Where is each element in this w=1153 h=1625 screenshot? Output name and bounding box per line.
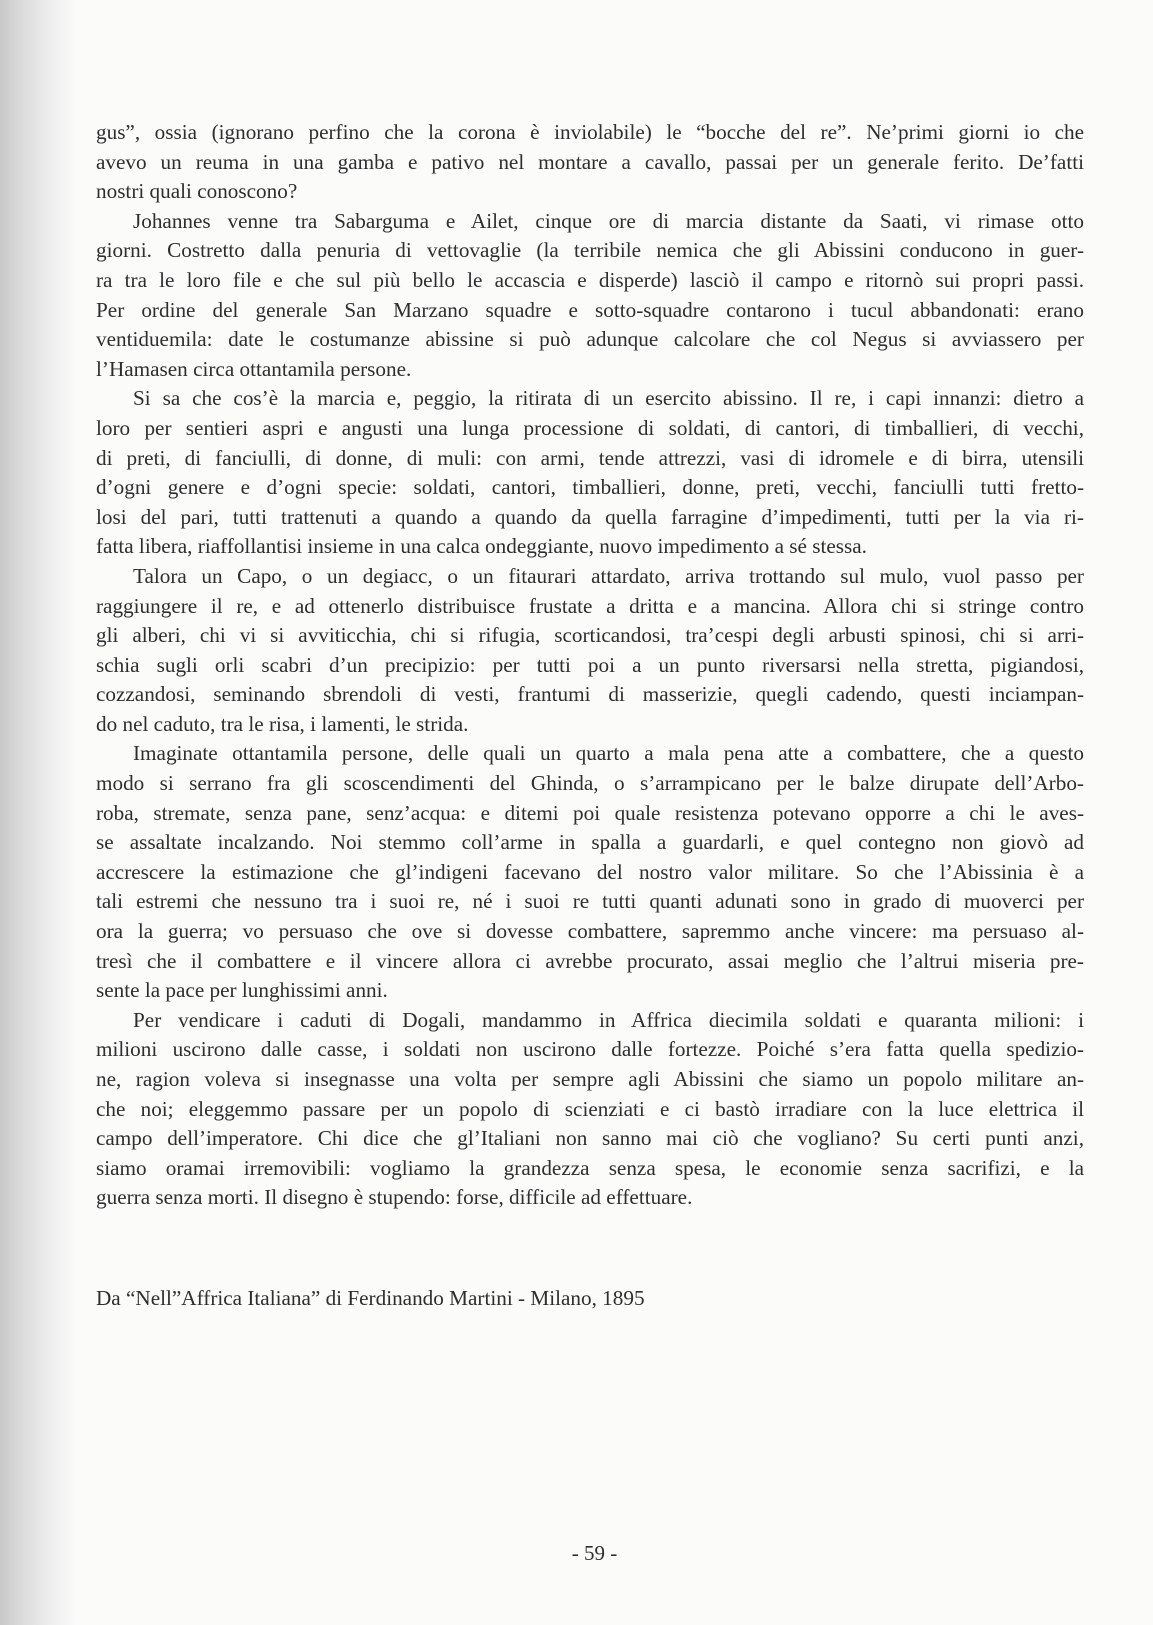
text-line: ra tra le loro file e che sul più bello le accascia e disperde) lasciò il campo e ritornò sui propri passi. (96, 267, 1084, 292)
text-line: Si sa che cos’è la marcia e, peggio, la ritirata di un esercito abissino. Il re, i capi innanzi: dietro a (133, 386, 1084, 411)
text-line: siamo oramai irremovibili: vogliamo la grandezza senza spesa, le economie senza sacrifizi, e la (96, 1155, 1084, 1180)
page-number: - 59 - (571, 1541, 618, 1565)
paragraph (96, 1006, 1084, 1213)
text-line: do nel caduto, tra le risa, i lamenti, le strida. (96, 711, 469, 736)
source-citation: Da “Nell”Affrica Italiana” di Ferdinando Martini - Milano, 1895 (96, 1286, 645, 1310)
text-line: Johannes venne tra Sabarguma e Ailet, cinque ore di marcia distante da Saati, vi rimase otto (133, 208, 1084, 233)
text-line: modo si serrano fra gli scoscendimenti del Ghinda, o s’arrampicano per le balze dirupate dell’Arbo- (96, 771, 1084, 796)
paragraph (96, 118, 1084, 207)
text-line: d’ogni genere e d’ogni specie: soldati, cantori, timballieri, donne, preti, vecchi, fanciulli tutti fretto- (96, 475, 1084, 500)
text-line: che noi; eleggemmo passare per un popolo di scienziati e ci bastò irradiare con la luce elettrica il (96, 1096, 1084, 1121)
paragraph (96, 739, 1084, 1005)
text-line: ora la guerra; vo persuaso che ove si dovesse combattere, sapremmo anche vincere: ma persuaso al- (96, 919, 1084, 944)
text-line: Imaginate ottantamila persone, delle quali un quarto a mala pena atte a combattere, che a questo (133, 741, 1084, 766)
text-line: avevo un reuma in una gamba e pativo nel montare a cavallo, passai per un generale ferito. De’fatti (96, 149, 1084, 174)
binding-shadow (0, 0, 78, 1625)
text-line: Per vendicare i caduti di Dogali, mandammo in Affrica diecimila soldati e quaranta milioni: i (133, 1007, 1084, 1032)
text-line: nostri quali conoscono? (96, 179, 298, 204)
text-line: tresì che il combattere e il vincere allora ci avrebbe procurato, assai meglio che l’altrui miseria pre- (96, 948, 1084, 973)
text-line: roba, stremate, senza pane, senz’acqua: e ditemi poi quale resistenza potevano opporre a chi le aves- (96, 800, 1084, 825)
text-line: Per ordine del generale San Marzano squadre e sotto-squadre contarono i tucul abbandonati: erano (96, 297, 1084, 322)
paragraph (96, 562, 1084, 740)
text-line: milioni uscirono dalle casse, i soldati non uscirono dalle fortezze. Poiché s’era fatta quella spedizio- (96, 1037, 1084, 1062)
text-line: tali estremi che nessuno tra i suoi re, né i suoi re tutti quanti adunati sono in grado di muoverci per (96, 889, 1084, 914)
text-line: sente la pace per lunghissimi anni. (96, 978, 388, 1003)
text-line: gus”, ossia (ignorano perfino che la corona è inviolabile) le “bocche del re”. Ne’primi giorni io che (96, 120, 1084, 144)
text-line: di preti, di fanciulli, di donne, di muli: con armi, tende attrezzi, vasi di idromele e di birra, utensili (96, 445, 1084, 470)
text-line: ne, ragion voleva si insegnasse una volta per sempre agli Abissini che siamo un popolo militare an- (96, 1067, 1084, 1091)
text-line: losi del pari, tutti trattenuti a quando a quando da quella farragine d’impedimenti, tutti per la via ri- (96, 504, 1084, 529)
text-line: ventiduemila: date le costumanze abissine si può adunque calcolare che col Negus si avviassero per (96, 327, 1084, 352)
text-line: Talora un Capo, o un degiacc, o un fitaurari attardato, arriva trottando sul mulo, vuol passo per (133, 563, 1084, 588)
text-line: l’Hamasen circa ottantamila persone. (96, 356, 412, 381)
paragraph (96, 207, 1084, 385)
text-line: schia sugli orli scabri d’un precipizio: per tutti poi a un punto riversarsi nella stretta, pigiandosi, (96, 652, 1084, 677)
text-line: fatta libera, riaffollantisi insieme in una calca ondeggiante, nuovo impedimento a sé stessa. (96, 534, 867, 559)
body-text (96, 118, 1084, 1213)
text-line: se assaltate incalzando. Noi stemmo coll’arme in spalla a guardarli, e quel contegno non giovò ad (96, 830, 1084, 855)
text-line: guerra senza morti. Il disegno è stupendo: forse, difficile ad effettuare. (96, 1185, 693, 1210)
text-line: cozzandosi, seminando sbrendoli di vesti, frantumi di masserizie, quegli cadendo, questi inciampan- (96, 682, 1084, 707)
text-line: accrescere la estimazione che gl’indigeni facevano del nostro valor militare. So che l’Abissinia è a (96, 859, 1084, 884)
text-line: loro per sentieri aspri e angusti una lunga processione di soldati, di cantori, di timballieri, di vecchi, (96, 415, 1084, 440)
text-line: giorni. Costretto dalla penuria di vettovaglie (la terribile nemica che gli Abissini conducono in guer- (96, 238, 1084, 263)
text-line: raggiungere il re, e ad ottenerlo distribuisce frustate a dritta e a mancina. Allora chi si stringe contro (96, 593, 1084, 618)
text-line: gli alberi, chi vi si avviticchia, chi si rifugia, scorticandosi, tra’cespi degli arbusti spinosi, chi si arri- (96, 623, 1084, 648)
paragraph (96, 384, 1084, 562)
text-line: campo dell’imperatore. Chi dice che gl’Italiani non sanno mai ciò che vogliano? Su certi punti anzi, (96, 1126, 1084, 1151)
